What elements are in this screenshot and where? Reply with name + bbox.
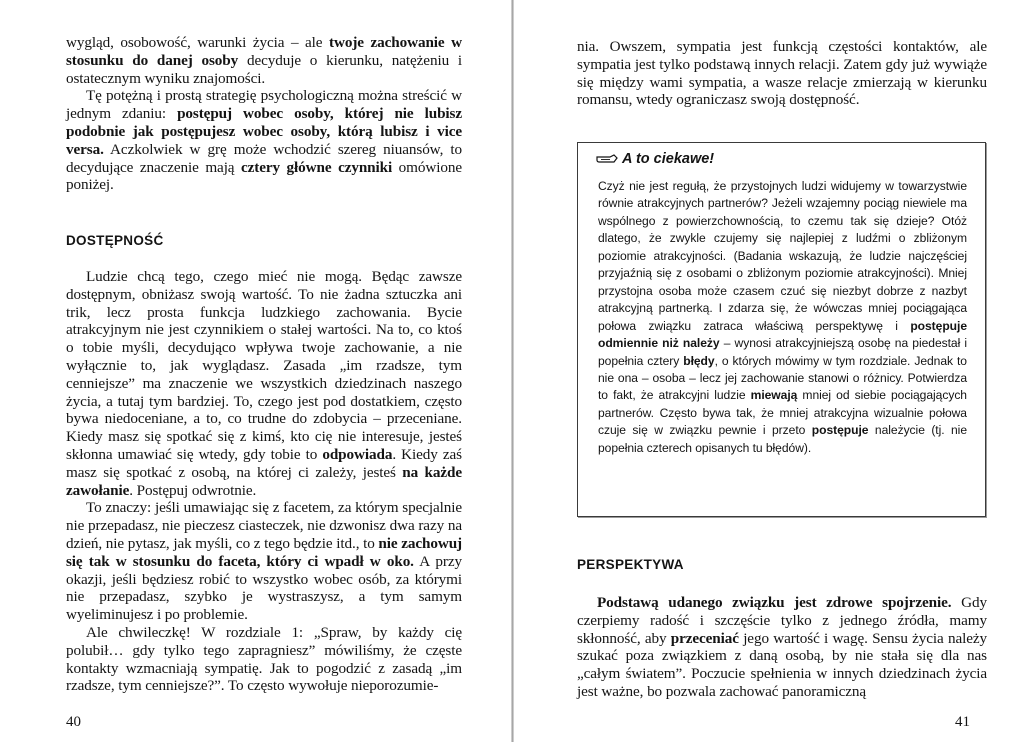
- right-page: [513, 0, 1025, 742]
- paragraph: [66, 87, 462, 194]
- left-text-main: [66, 268, 462, 695]
- bold-run: odpowiada: [322, 445, 393, 463]
- bold-run: postępuje: [811, 423, 869, 438]
- bold-run: błędy: [683, 353, 715, 368]
- bold-run: cztery główne czynniki: [241, 158, 393, 176]
- text-run: należycie (tj. nie popełnia czterech opisanych tu błędów).: [598, 423, 967, 455]
- text-run: Gdy czerpiemy radość i szczęście tylko z jednego źródła, mamy skłonność, aby: [577, 594, 987, 647]
- info-box-text: [598, 178, 967, 457]
- right-text-top: [577, 38, 987, 109]
- info-box-title: [596, 151, 714, 167]
- text-run: To znaczy: jeśli umawiając się z facetem, za którym specjalnie nie przepadasz, nie pieczesz ciasteczek, nie dzwonisz dwa razy na dzień, nie pytasz, jak myśli, co z tego będzie itd., to: [66, 499, 462, 552]
- bold-run: miewają: [750, 388, 798, 403]
- right-text-bottom: [577, 594, 987, 701]
- paragraph: [66, 624, 462, 695]
- bold-run: nie zachowuj się tak w stosunku do faceta, który ci wpadł w oko.: [66, 534, 462, 570]
- paragraph: [66, 34, 462, 87]
- paragraph: [66, 268, 462, 499]
- text-run: Czyż nie jest regułą, że przystojnych ludzi widujemy w towarzystwie równie atrakcyjnych partnerów? Jeżeli wzajemny pociąg niewiele ma wspólnego z powierzchownością, to czemu tak się dzieje? Otóż dlatego, że zwykle czujemy się najlepiej z ludźmi o zbliżonym poziomie atrakcyjności. (Badania wskazują, że ludzie najczęściej przyjaźnią się z osobami o zbliżonym poziomie atrakcyjności). Mniej przystojna osoba może czasem czuć się niezbyt dobrze z nazbyt atrakcyjną partnerką. I zdarza się, że wówczas mniej pociągająca połowa związku zatraca właściwą perspektywę i: [598, 179, 967, 333]
- text-run: Ale chwileczkę! W rozdziale 1: „Spraw, by każdy cię polubił… gdy tylko tego zapragniesz” mówiliśmy, że częste kontakty wzmacniają sympatię. Jak to pogodzić z zasadą „im rzadsze, tym cenniejsze?”. To często wywołuje nieporozumie-: [66, 623, 462, 695]
- text-run: . Postępuj odwrotnie.: [129, 481, 257, 499]
- text-run: wygląd, osobowość, warunki życia – ale: [66, 34, 329, 51]
- info-box-title-text: A to ciekawe!: [622, 151, 715, 167]
- paragraph: [577, 38, 987, 109]
- pointing-hand-icon: [596, 154, 618, 164]
- text-run: A przy okazji, jeśli będziesz robić to wszystko wobec osób, za którymi nie przepadasz, szybko je wystraszysz, a tym samym wyeliminujesz i po problemie.: [66, 552, 463, 624]
- text-run: nia. Owszem, sympatia jest funkcją częstości kontaktów, ale sympatia jest tylko podstawą innych relacji. Zatem gdy już wywiąże się między wami sympatia, a wasze relacje zmierzają w kierunku romansu, wtedy ograniczasz swoją dostępność.: [577, 38, 987, 109]
- text-run: decyduje o kierunku, natężeniu i ostatecznym wyniku znajomości.: [66, 51, 462, 87]
- info-box: [577, 142, 986, 517]
- text-run: , o których mówimy w tym rozdziale. Jednak to nie ona – osoba – lecz jej zachowanie stanowi o różnicy. Potwierdza to fakt, że atrakcyjni ludzie: [598, 353, 967, 403]
- bold-run: na każde zawołanie: [66, 463, 462, 499]
- page-number-left: 40: [66, 714, 81, 730]
- text-run: Aczkolwiek w grę może wchodzić szereg niuansów, to decydujące znaczenie mają: [66, 140, 462, 176]
- text-run: – wynosi atrakcyjniejszą osobę na piedestał i popełnia cztery: [598, 336, 967, 368]
- text-run: jego wartość i wagę. Sensu życia należy szukać poza związkiem z daną osobą, by nie stała się dla nas „całym światem”. Poczucie spełnienia w innych dziedzinach życia jest ważne, bo pozwala zachować panoramiczną: [577, 629, 987, 700]
- text-run: omówione poniżej.: [66, 158, 462, 194]
- bold-run: przeceniać: [670, 629, 739, 647]
- text-run: Ludzie chcą tego, czego mieć nie mogą. Będąc zawsze dostępnym, obniżasz swoją wartość. To nie żadna sztuczka ani trik, lecz prosta funkcja ludzkiego zachowania. Bycie atrakcyjnym nie jest czynnikiem o stałej wartości. Na to, co ktoś o tobie myśli, decydująco wpływa twoje zachowanie, a nie wyłącznie to, jak wyglądasz. Zasada „im rzadsze, tym cenniejsze” ma znaczenie we wszystkich dziedzinach naszego życia, a tutaj tym bardziej. To, czego jest pod dostatkiem, często bywa niedoceniane, a to, co trudne do zdobycia – przeceniane. Kiedy masz się spotkać się z kimś, kto cię nie interesuje, jesteś skłonna umawiać się wtedy, gdy tobie to: [66, 268, 462, 463]
- text-run: . Kiedy zaś masz się spotkać z osobą, na której ci zależy, jesteś: [66, 445, 462, 481]
- bold-run: twoje zachowanie w stosunku do danej osoby: [66, 34, 462, 69]
- section-heading-perspektywa: PERSPEKTYWA: [577, 557, 684, 572]
- bold-run: postępuj wobec osoby, której nie lubisz podobnie jak postępujesz wobec osoby, którą lubisz i vice versa.: [66, 105, 462, 158]
- page-number-right: 41: [955, 714, 970, 730]
- section-heading-dostepnosc: DOSTĘPNOŚĆ: [66, 233, 164, 248]
- text-run: Tę potężną i prostą strategię psychologiczną można streścić w jednym zdaniu:: [66, 87, 462, 123]
- bold-run: postępuje odmiennie niż należy: [598, 318, 967, 351]
- left-page: [0, 0, 512, 742]
- paragraph: [577, 594, 987, 701]
- bold-run: Podstawą udanego związku jest zdrowe spojrzenie.: [597, 594, 952, 611]
- paragraph: [66, 499, 462, 624]
- text-run: mniej od siebie pociągających partnerów. Często bywa tak, że mniej atrakcyjna wizualnie połowa czuje się w związku pewnie i przeto: [598, 388, 967, 438]
- left-text-top: [66, 34, 462, 194]
